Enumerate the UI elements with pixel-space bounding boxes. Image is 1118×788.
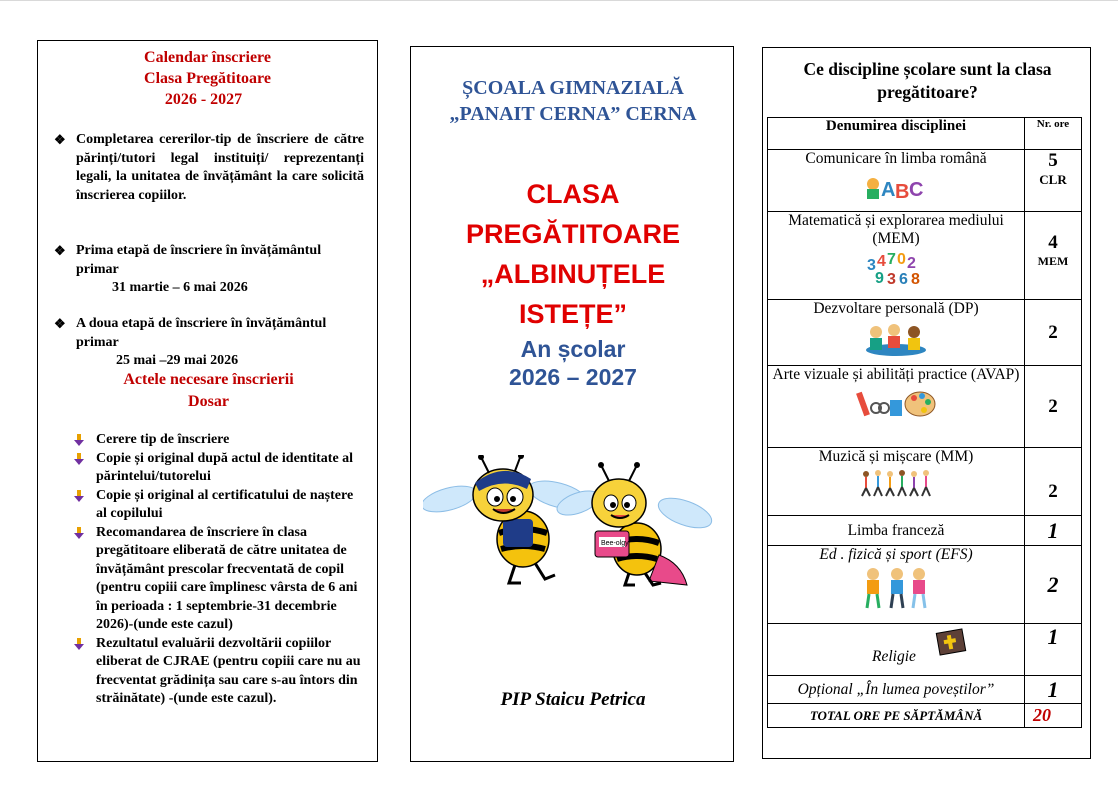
teacher-name: PIP Staicu Petrica <box>500 689 646 710</box>
arrow-bullet-icon <box>74 527 84 539</box>
step3-text: A doua etapă de înscriere în învățământul primar <box>76 316 327 350</box>
subject-hours: 1 <box>1025 676 1082 704</box>
table-row <box>768 150 1082 212</box>
header-hours: Nr. ore <box>1025 118 1082 150</box>
svg-text:0: 0 <box>897 251 906 268</box>
subject-hours: 2 <box>1025 546 1082 624</box>
subject-name: Arte vizuale și abilități practice (AVAP) <box>772 366 1020 383</box>
table-row <box>768 366 1082 448</box>
svg-text:6: 6 <box>899 271 908 286</box>
subject-hours: 2 <box>1025 448 1082 516</box>
step2-dates: 31 martie – 6 mai 2026 <box>112 280 248 295</box>
bible-icon <box>934 627 968 659</box>
table-row <box>768 516 1082 546</box>
group-talk-icon <box>864 320 928 356</box>
bee-badge-text: Bee-olgy <box>601 540 629 547</box>
subject-hours: 2 <box>1025 300 1082 366</box>
table-row <box>768 212 1082 300</box>
abc-kids-icon <box>865 170 927 200</box>
list-item: Copie și original al certificatului de naștere al copilului <box>96 487 366 524</box>
svg-text:4: 4 <box>877 253 886 270</box>
cover-panel <box>410 46 734 762</box>
subject-name: Opțional „În lumea poveștilor” <box>768 676 1025 704</box>
calendar-step-3 <box>54 315 364 371</box>
jumping-kids-icon <box>861 566 931 610</box>
subject-name: Ed . fizică și sport (EFS) <box>819 546 973 563</box>
table-row <box>768 624 1082 676</box>
step3-dates: 25 mai –29 mai 2026 <box>116 353 239 368</box>
subject-name: Dezvoltare personală (DP) <box>813 300 979 317</box>
table-row <box>768 546 1082 624</box>
subject-name: Comunicare în limba română <box>805 150 987 167</box>
diamond-bullet-icon: ❖ <box>54 316 66 331</box>
calendar-panel <box>37 40 378 762</box>
docs-subtitle: Dosar <box>188 393 229 410</box>
table-row <box>768 300 1082 366</box>
subject-hours: 2 <box>1025 366 1082 448</box>
calendar-title-line2: Clasa Pregătitoare <box>144 70 271 87</box>
subject-hours: 4 <box>1048 232 1058 253</box>
subject-name: Matematică și explorarea mediului (MEM) <box>788 212 1004 247</box>
diamond-bullet-icon: ❖ <box>54 132 66 147</box>
table-row <box>768 448 1082 516</box>
numbers-icon <box>865 250 927 286</box>
calendar-step-1 <box>54 131 364 205</box>
table-total-row <box>768 704 1082 728</box>
total-value: 20 <box>1025 704 1082 728</box>
table-row <box>768 676 1082 704</box>
svg-text:2: 2 <box>907 255 916 272</box>
svg-text:A: A <box>881 179 896 200</box>
subject-abbr: MEM <box>1037 254 1069 268</box>
svg-text:7: 7 <box>887 251 896 268</box>
calendar-step-2 <box>54 242 364 298</box>
documents-list <box>96 431 366 709</box>
subject-name: Muzică și mișcare (MM) <box>818 448 974 465</box>
list-item: Recomandarea de înscriere în clasa pregătitoare eliberată de către unitatea de învățământ prescolar frecventată de copil (pentru copiii care împlinesc vârsta de 6 ani în perioada : 1 septembrie-31 decembrie 2026)-(unde este cazul) <box>96 524 366 635</box>
list-item: Cerere tip de înscriere <box>96 431 366 450</box>
subjects-table <box>767 117 1082 728</box>
subject-abbr: CLR <box>1039 172 1067 187</box>
subject-name: Limba franceză <box>768 516 1025 546</box>
class-title: CLASA PREGĂTITOARE „ALBINUȚELE ISTEȚE” <box>465 179 681 329</box>
table-header-row <box>768 118 1082 150</box>
svg-text:B: B <box>895 181 910 200</box>
svg-text:8: 8 <box>911 271 920 286</box>
list-item: Copie și original după actul de identitate al părintelui/tutorelui <box>96 450 366 487</box>
calendar-title-line1: Calendar înscriere <box>144 49 271 66</box>
svg-text:3: 3 <box>887 271 896 286</box>
art-supplies-icon <box>856 386 936 420</box>
calendar-title-line3: 2026 - 2027 <box>164 91 243 108</box>
step1-text: Completarea cererilor-tip de înscriere de către părinți/tutori legal instituiți/ reprezentanți legali, la unitatea de învățământ la care solicită înscrierea copiilor. <box>76 132 364 203</box>
top-border-line <box>0 0 1118 1</box>
subjects-panel <box>762 47 1091 759</box>
school-name: ȘCOALA GIMNAZIALĂ „PANAIT CERNA” CERNA <box>449 77 697 125</box>
arrow-bullet-icon <box>74 434 84 446</box>
svg-text:3: 3 <box>867 257 876 274</box>
bee-left-icon <box>423 455 590 583</box>
bee-right-icon <box>554 462 715 585</box>
subject-hours: 1 <box>1025 516 1082 546</box>
bees-illustration <box>423 455 715 587</box>
total-label: TOTAL ORE PE SĂPTĂMÂNĂ <box>768 704 1025 728</box>
diamond-bullet-icon: ❖ <box>54 243 66 258</box>
arrow-bullet-icon <box>74 490 84 502</box>
subjects-question: Ce discipline școlare sunt la clasa pregătitoare? <box>803 59 1052 102</box>
header-name: Denumirea disciplinei <box>768 118 1025 150</box>
dancing-kids-icon <box>860 468 932 498</box>
svg-text:9: 9 <box>875 270 884 286</box>
list-item: Rezultatul evaluării dezvoltării copiilor eliberat de CJRAE (pentru copiii care nu au frecventat grădinița sau care s-au întors din străinătate) -(unde este cazul). <box>96 635 366 709</box>
subject-hours: 5 <box>1048 150 1058 171</box>
subject-hours: 1 <box>1025 624 1082 676</box>
subject-name: Religie <box>872 648 916 665</box>
docs-title: Actele necesare înscrierii <box>123 371 294 388</box>
svg-text:C: C <box>909 179 924 200</box>
calendar-title <box>38 47 377 110</box>
arrow-bullet-icon <box>74 453 84 465</box>
school-year: An școlar 2026 – 2027 <box>509 336 637 390</box>
arrow-bullet-icon <box>74 638 84 650</box>
step2-text: Prima etapă de înscriere în învățământul primar <box>76 243 322 277</box>
